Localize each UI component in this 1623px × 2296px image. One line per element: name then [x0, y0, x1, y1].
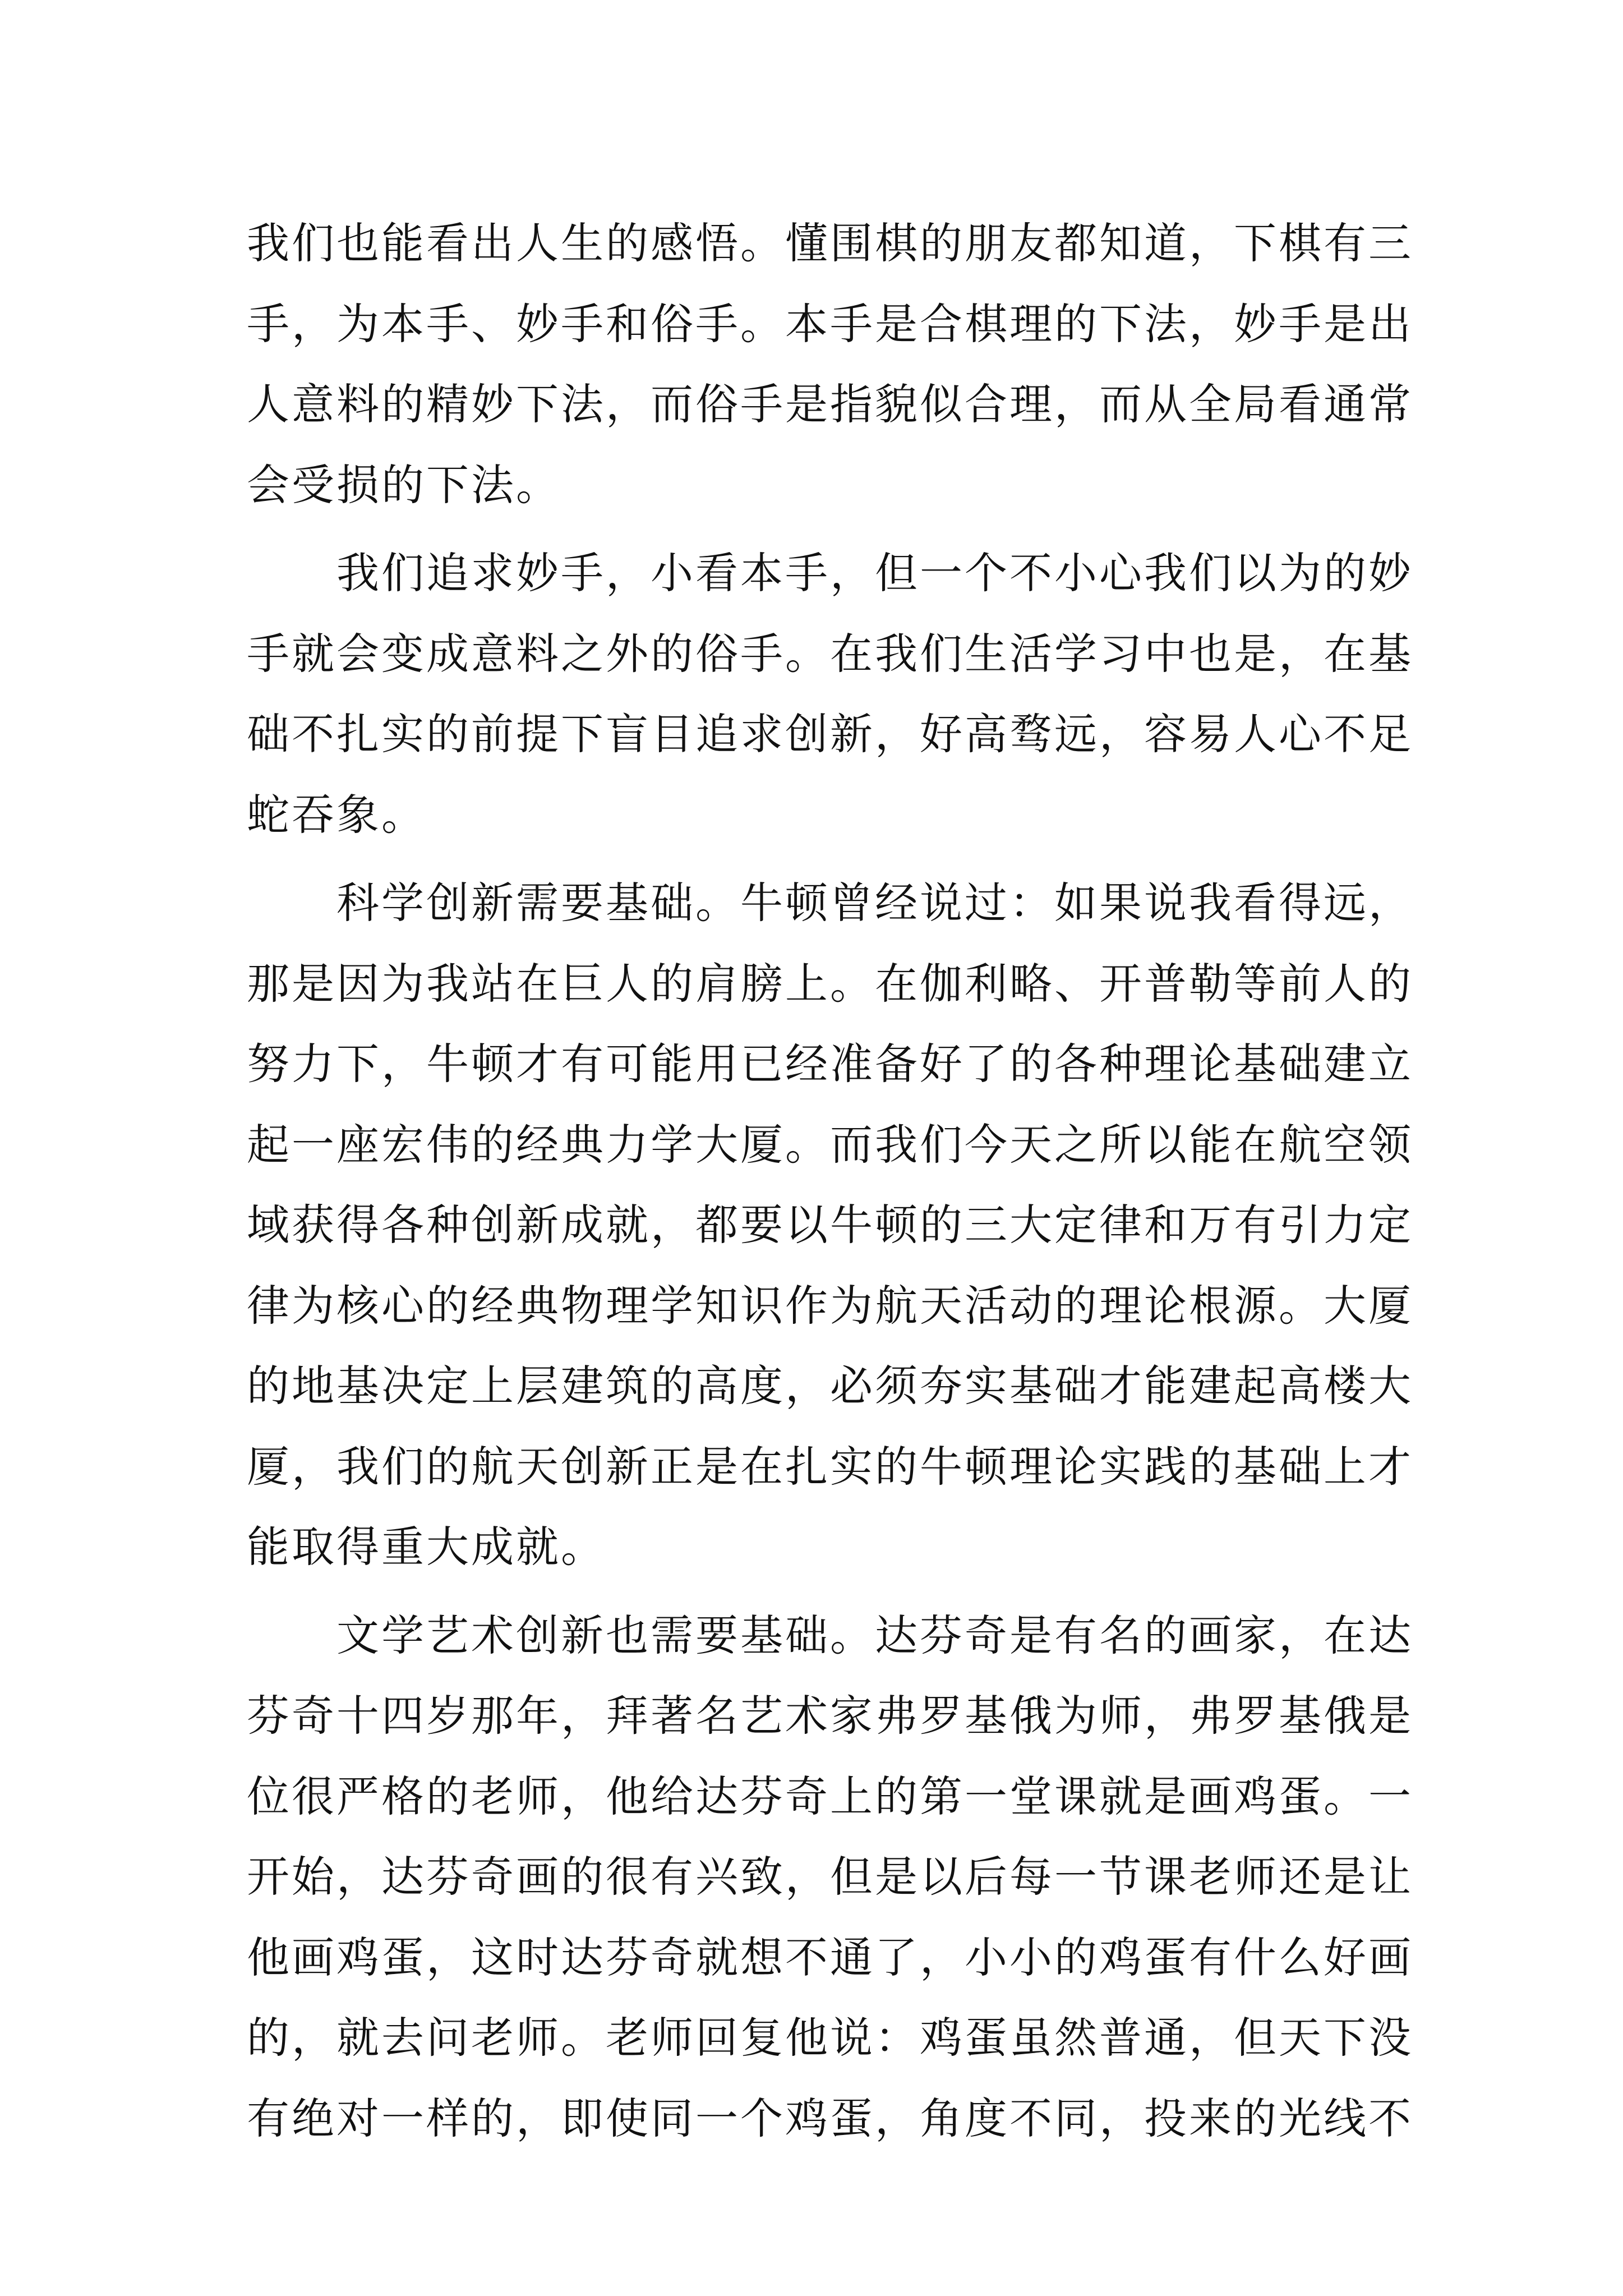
text-line: 努力下，牛顿才有可能用已经准备好了的各种理论基础建立: [247, 1039, 1413, 1089]
text-line: 的，就去问老师。老师回复他说：鸡蛋虽然普通，但天下没: [247, 2013, 1413, 2063]
text-line: 手，为本手、妙手和俗手。本手是合棋理的下法，妙手是出: [247, 298, 1413, 349]
text-line: 科学创新需要基础。牛顿曾经说过：如果说我看得远，: [336, 878, 1413, 928]
text-line: 有绝对一样的，即使同一个鸡蛋，角度不同，投来的光线不: [247, 2093, 1413, 2143]
text-line: 律为核心的经典物理学知识作为航天活动的理论根源。大厦: [247, 1280, 1413, 1331]
text-line: 的地基决定上层建筑的高度，必须夯实基础才能建起高楼大: [247, 1361, 1413, 1411]
paragraph: [247, 1595, 1413, 2159]
text-line: 文学艺术创新也需要基础。达芬奇是有名的画家，在达: [336, 1610, 1413, 1660]
text-line: 我们追求妙手，小看本手，但一个不小心我们以为的妙: [336, 548, 1413, 598]
text-line: 那是因为我站在巨人的肩膀上。在伽利略、开普勒等前人的: [247, 958, 1413, 1009]
text-line: 芬奇十四岁那年，拜著名艺术家弗罗基俄为师，弗罗基俄是: [247, 1691, 1413, 1741]
text-line: 蛇吞象。: [247, 789, 426, 840]
text-line: 础不扎实的前提下盲目追求创新，好高骛远，容易人心不足: [247, 709, 1413, 759]
text-line: 我们也能看出人生的感悟。懂围棋的朋友都知道，下棋有三: [247, 218, 1413, 268]
text-line: 开始，达芬奇画的很有兴致，但是以后每一节课老师还是让: [247, 1852, 1413, 1902]
text-line: 位很严格的老师，他给达芬奇上的第一堂课就是画鸡蛋。一: [247, 1771, 1413, 1821]
text-line: 手就会变成意料之外的俗手。在我们生活学习中也是，在基: [247, 628, 1413, 679]
document-body: [247, 203, 1413, 2159]
text-line: 他画鸡蛋，这时达芬奇就想不通了，小小的鸡蛋有什么好画: [247, 1932, 1413, 1982]
paragraph: [247, 863, 1413, 1588]
text-line: 域获得各种创新成就，都要以牛顿的三大定律和万有引力定: [247, 1200, 1413, 1250]
text-line: 能取得重大成就。: [247, 1522, 606, 1572]
paragraph: [247, 533, 1413, 855]
text-line: 人意料的精妙下法，而俗手是指貌似合理，而从全局看通常: [247, 379, 1413, 429]
text-line: 起一座宏伟的经典力学大厦。而我们今天之所以能在航空领: [247, 1119, 1413, 1170]
paragraph: [247, 203, 1413, 525]
text-line: 厦，我们的航天创新正是在扎实的牛顿理论实践的基础上才: [247, 1441, 1413, 1492]
text-line: 会受损的下法。: [247, 459, 561, 510]
